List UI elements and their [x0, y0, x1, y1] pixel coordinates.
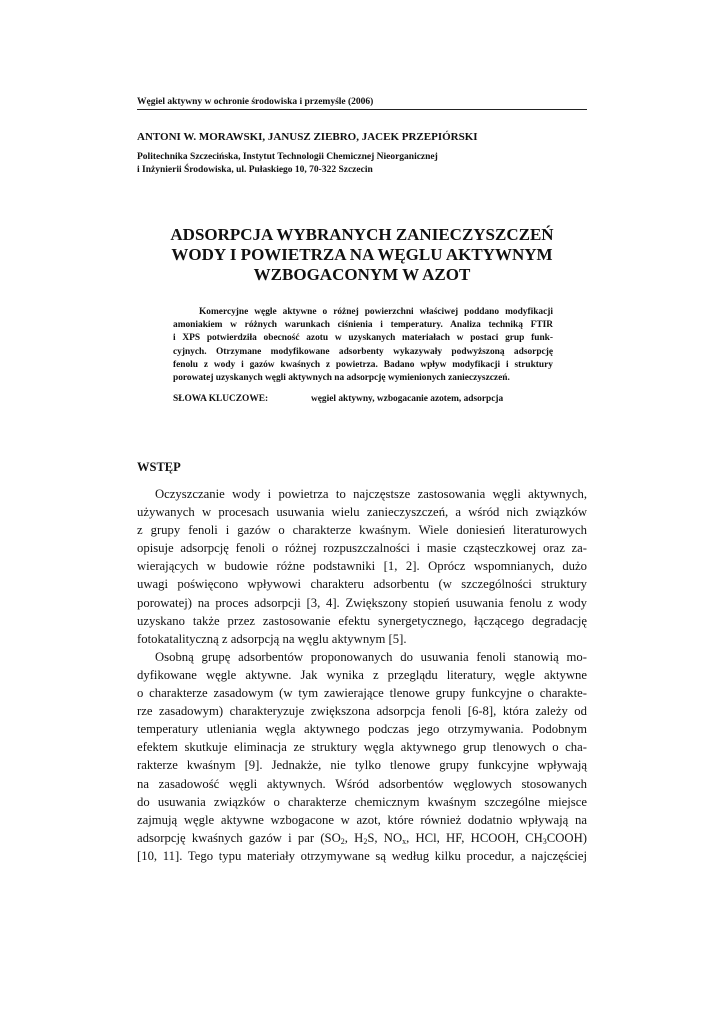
h2s-subscript: 2: [363, 836, 368, 846]
title-line: ADSORPCJA WYBRANYCH ZANIECZYSZCZEŃ: [170, 225, 554, 244]
affiliation-line: i Inżynierii Środowiska, ul. Pułaskiego 10, 70-322 Szczecin: [137, 165, 373, 175]
abstract-line: porowatej uzyskanych węgli aktywnych na adsorpcję wymienionych zanieczyszczeń.: [173, 372, 510, 383]
affiliation: [137, 151, 438, 177]
abstract-line: Komercyjne węgle aktywne o różnej powierzchni właściwej poddano modyfikacji: [199, 307, 553, 317]
body-line: Osobną grupę adsorbentów proponowanych do usuwania fenoli stanowią mo-: [155, 649, 587, 664]
body-line: opisuje adsorpcję fenoli o różnej rozpuszczalności i masie cząsteczkowej oraz za-: [137, 541, 587, 556]
body-line: porowatej) na proces adsorpcji [3, 4]. Zwiększony stopień usuwania fenolu z wody: [137, 595, 587, 610]
body-line: rakterze kwaśnym [9]. Jednakże, nie tylko tlenowe grupy funkcyjne wpływają: [137, 758, 587, 773]
gases-rest: , HCl, HF, HCOOH, CH: [406, 830, 543, 845]
body-line: fotokatalityczną z adsorpcją na węglu aktywnym [5].: [137, 631, 407, 646]
body-line: uzyskano także przez zastosowanie efektu synergetycznego, łączącego degradację: [137, 613, 587, 628]
affiliation-line: Politechnika Szczecińska, Instytut Technologii Chemicznej Nieorganicznej: [137, 152, 438, 162]
body-line: Oczyszczanie wody i powietrza to najczęstsze zastosowania węgli aktywnych,: [155, 487, 587, 501]
body-line: zajmują węgle aktywne wzbogacone w azot, które również dodatnio wpływają na: [137, 812, 587, 827]
nox-subscript: x: [402, 836, 407, 846]
body-line: efektem skutkuje eliminacja ze struktury węgla aktywnego grup tlenowych o cha-: [137, 740, 587, 755]
running-head: Węgiel aktywny w ochronie środowiska i przemyśle (2006): [137, 97, 587, 110]
body-line: rze zasadowym) charakteryzuje zwiększona adsorpcja fenoli [6-8], która zależy od: [137, 704, 587, 719]
abstract-line: fenolu z wody i gazów kwaśnych z powietrza. Badano wpływ modyfikacji i struktury: [173, 359, 553, 370]
gases-prefix: adsorpcję kwaśnych gazów i par (SO: [137, 830, 341, 845]
title-line: WODY I POWIETRZA NA WĘGLU AKTYWNYM: [171, 245, 553, 264]
keywords: [173, 394, 504, 404]
body-line: do usuwania związków o charakterze chemicznym kwaśnym szczególne miejsce: [137, 794, 587, 809]
body-line: temperatury utleniania węgla aktywnego podczas jego otrzymywania. Podobnym: [137, 722, 587, 737]
title-line: WZBOGACONYM W AZOT: [253, 265, 471, 284]
abstract: [173, 306, 553, 385]
authors: ANTONI W. MORAWSKI, JANUSZ ZIEBRO, JACEK PRZEPIÓRSKI: [137, 131, 478, 143]
body-line: [10, 11]. Tego typu materiały otrzymywane są według kilku procedur, a najczęściej: [137, 848, 587, 863]
body-line: używanych w procesach usuwania wielu zanieczyszczeń, a wśród nich związków: [137, 505, 587, 520]
gases-end: COOH): [546, 830, 587, 845]
body-line: dyfikowane węgle aktywne. Jak wynika z przeglądu literatury, węgle aktywne: [137, 667, 587, 682]
body-line: z grupy fenoli i gazów o charakterze kwaśnym. Wiele doniesień literaturowych: [137, 523, 587, 538]
so2-subscript: 2: [340, 836, 345, 846]
body-line-gases: [137, 829, 587, 847]
body-line: wierających w budowie różne podstawniki [1, 2]. Oprócz wspomnianych, dużo: [137, 559, 587, 574]
abstract-line: cyjnych. Otrzymane modyfikowane adsorbenty wykazywały podwyższoną adsorpcję: [173, 346, 553, 357]
keywords-label: SŁOWA KLUCZOWE:: [173, 394, 269, 404]
body-line: uwagi poświęcono wpływowi charakteru adsorbentu (w szczególności struktury: [137, 577, 587, 592]
abstract-line: amoniakiem w różnych warunkach ciśnienia i temperatury. Analiza techniką FTIR: [173, 320, 553, 331]
keywords-values: węgiel aktywny, wzbogacanie azotem, adsorpcja: [311, 394, 504, 404]
ch3-subscript: 3: [542, 836, 547, 846]
abstract-line: i XPS potwierdziła obecność azotu w uzyskanych materiałach w postaci grup funk-: [173, 333, 553, 344]
paper-title: [137, 225, 587, 285]
body-line: o charakterze zasadowym (w tym zawierające tlenowe grupy funkcyjne o charakte-: [137, 686, 587, 701]
gases-h2s-h: , H: [344, 830, 364, 845]
body-text: [137, 485, 587, 865]
gases-h2s-s: S, NO: [367, 830, 403, 845]
body-line: na zasadowość węgli aktywnych. Wśród adsorbentów węglowych stosowanych: [137, 776, 587, 791]
section-heading: WSTĘP: [137, 460, 181, 474]
